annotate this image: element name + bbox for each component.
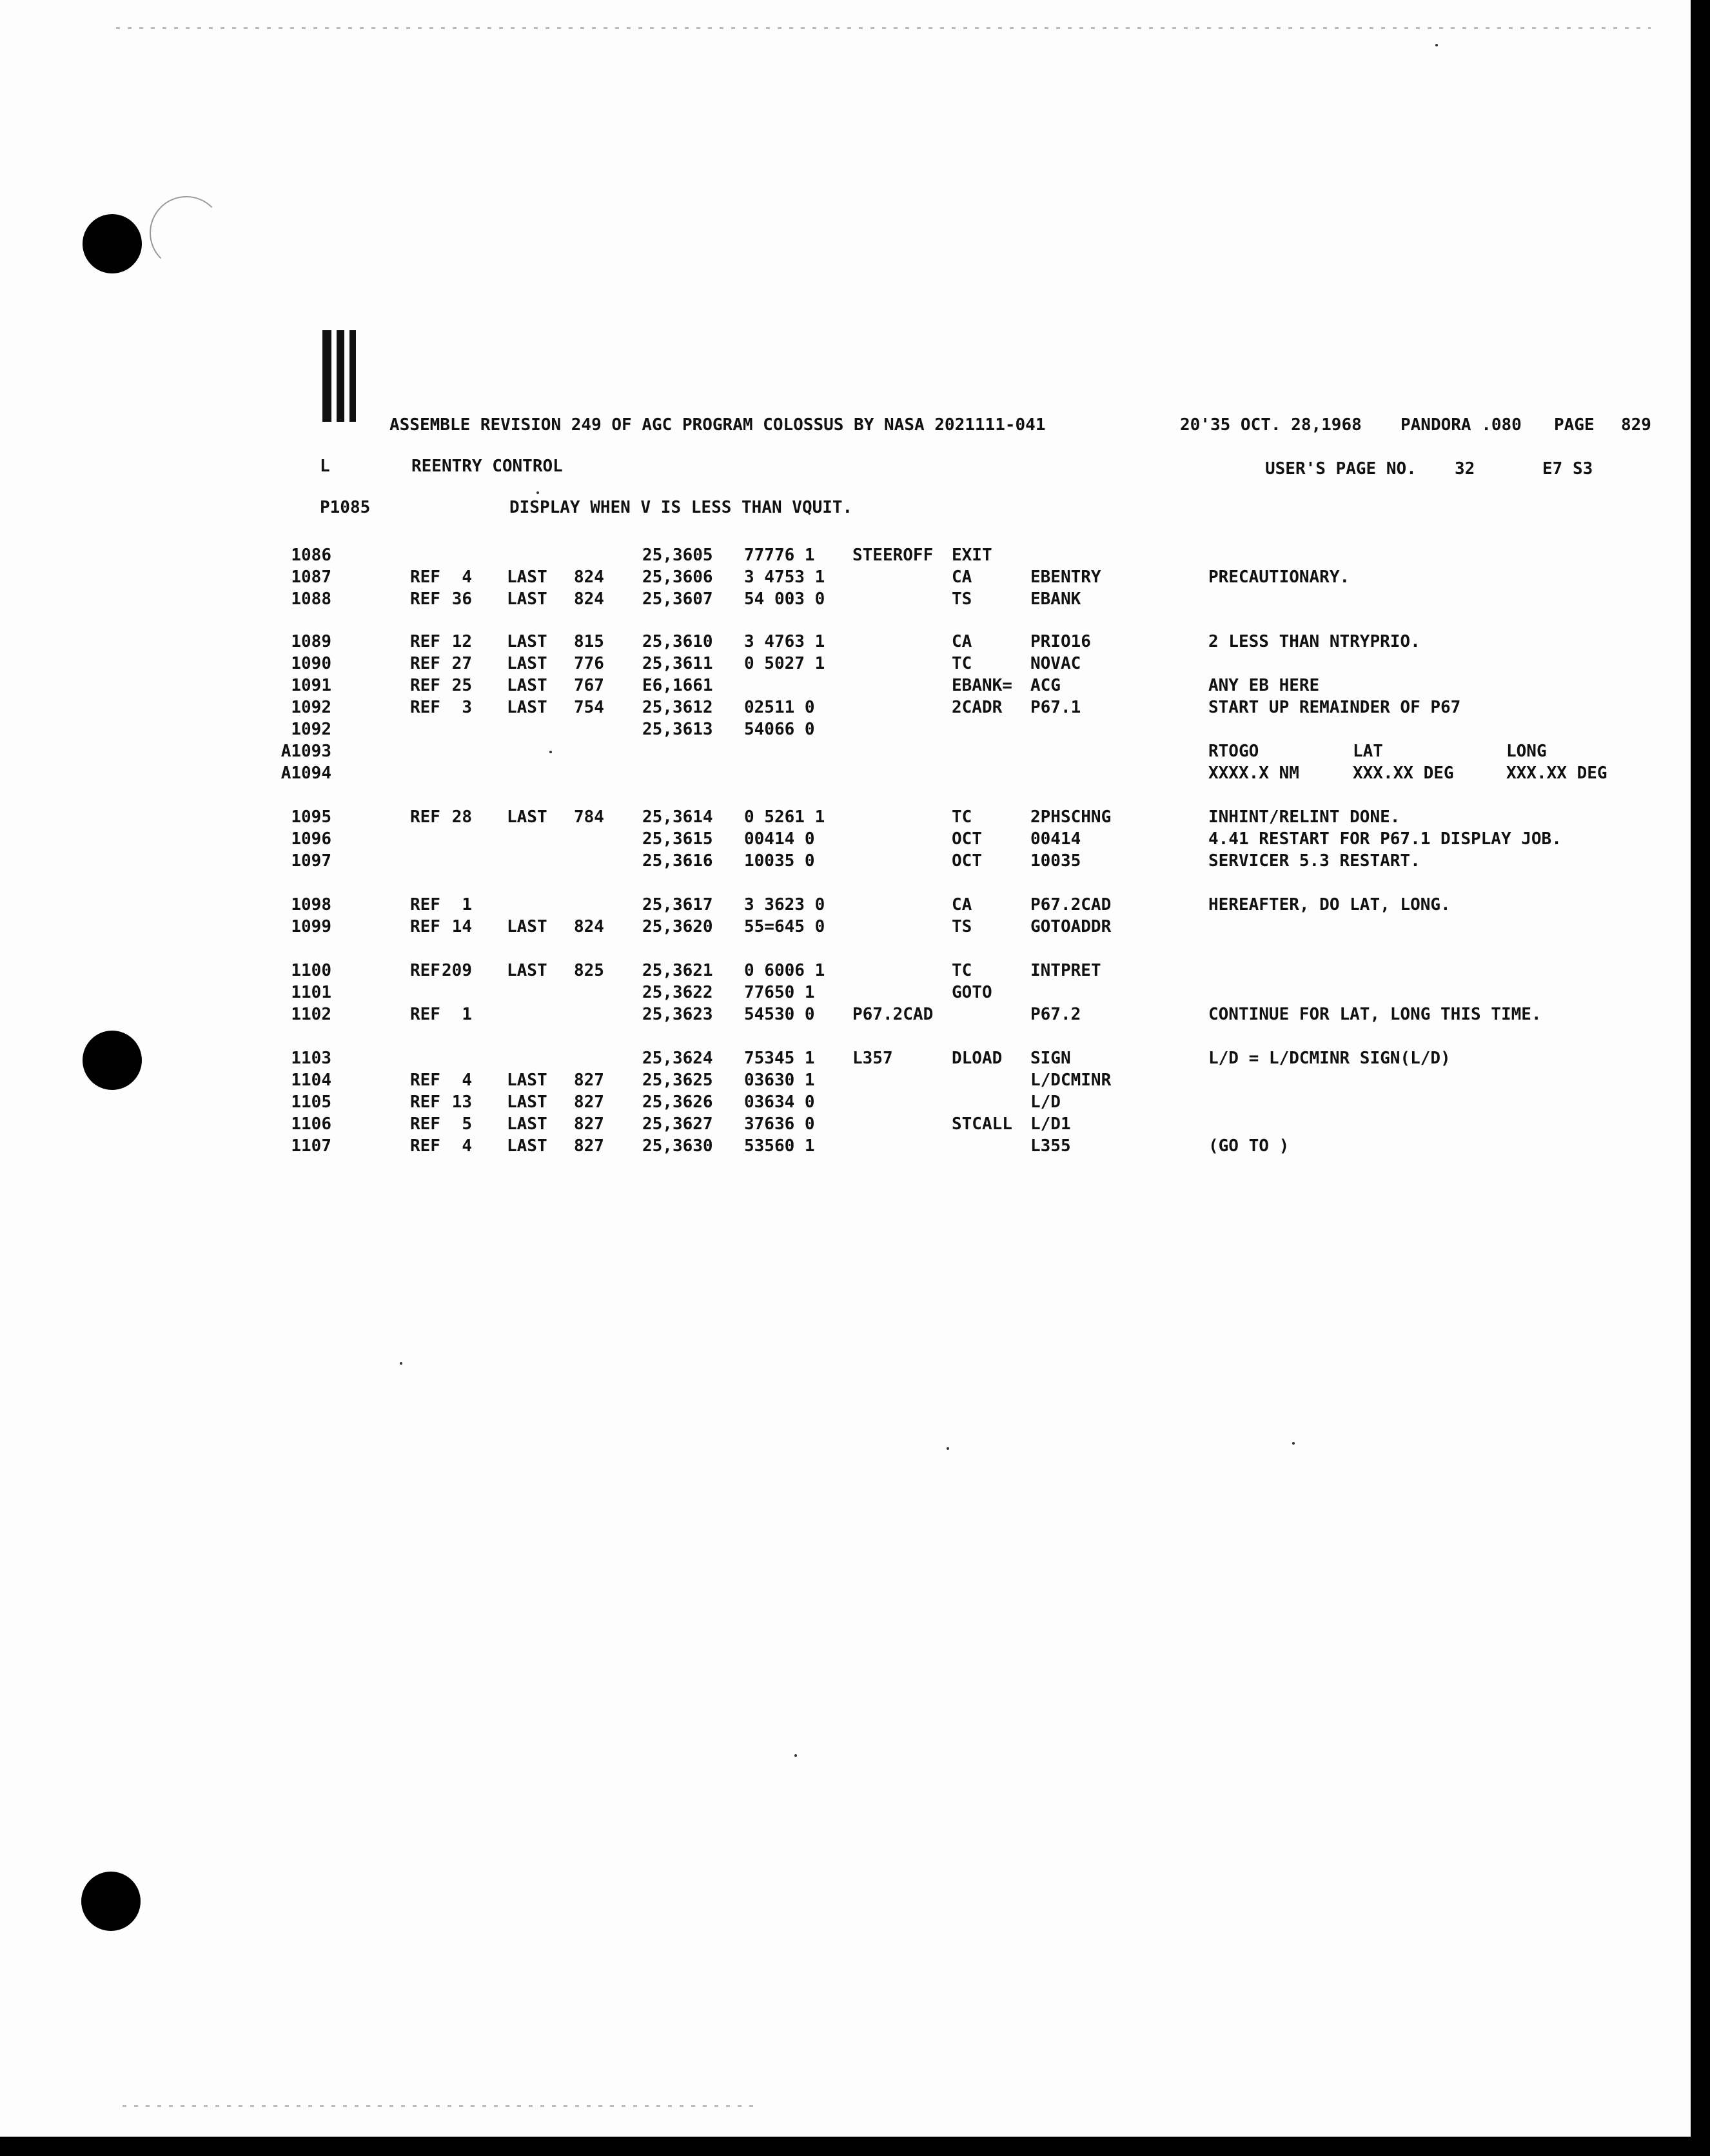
speck bbox=[947, 1447, 949, 1450]
ref-count: 14 bbox=[451, 917, 472, 936]
operand: 10035 bbox=[1030, 851, 1081, 871]
header-page-label: PAGE bbox=[1554, 415, 1595, 435]
octal-code: 77650 1 bbox=[744, 983, 815, 1002]
line-number: 1091 bbox=[291, 676, 331, 695]
address: 25,3627 bbox=[642, 1114, 713, 1134]
octal-code: 02511 0 bbox=[744, 698, 815, 717]
octal-code: 53560 1 bbox=[744, 1136, 815, 1156]
last-number: 767 bbox=[574, 676, 604, 695]
last-label: LAST bbox=[507, 1114, 547, 1134]
ref-count: 5 bbox=[462, 1114, 472, 1134]
last-number: 776 bbox=[574, 654, 604, 673]
line-number: 1097 bbox=[291, 851, 331, 871]
octal-code: 3 4753 1 bbox=[744, 568, 825, 587]
line-number: 1092 bbox=[291, 698, 331, 717]
users-page-label: USER'S PAGE NO. bbox=[1265, 459, 1417, 479]
ref-count: 12 bbox=[451, 632, 472, 651]
operand: SIGN bbox=[1030, 1049, 1071, 1068]
operand: 2PHSCHNG bbox=[1030, 807, 1112, 827]
symbol-label: L357 bbox=[852, 1049, 893, 1068]
punch-hole-top bbox=[83, 214, 142, 273]
p-line-text: DISPLAY WHEN V IS LESS THAN VQUIT. bbox=[509, 498, 853, 517]
line-number: 1090 bbox=[291, 654, 331, 673]
line-number: 1096 bbox=[291, 829, 331, 849]
line-number: 1098 bbox=[291, 895, 331, 915]
last-number: 827 bbox=[574, 1093, 604, 1112]
address: 25,3606 bbox=[642, 568, 713, 587]
opcode: TS bbox=[952, 917, 972, 936]
ref-label: REF bbox=[410, 917, 440, 936]
comment-col2: LAT bbox=[1353, 742, 1383, 761]
line-number: 1088 bbox=[291, 589, 331, 609]
address: 25,3617 bbox=[642, 895, 713, 915]
symbol-label: STEEROFF bbox=[852, 546, 934, 565]
top-edge-noise bbox=[116, 27, 1651, 29]
opcode: EBANK= bbox=[952, 676, 1012, 695]
ref-count: 4 bbox=[462, 1071, 472, 1090]
opcode: OCT bbox=[952, 851, 982, 871]
speck bbox=[794, 1754, 797, 1757]
comment: CONTINUE FOR LAT, LONG THIS TIME. bbox=[1208, 1005, 1542, 1024]
octal-code: 10035 0 bbox=[744, 851, 815, 871]
octal-code: 03630 1 bbox=[744, 1071, 815, 1090]
address: 25,3613 bbox=[642, 720, 713, 739]
ref-count: 1 bbox=[462, 1005, 472, 1024]
last-number: 827 bbox=[574, 1114, 604, 1134]
ref-count: 4 bbox=[462, 1136, 472, 1156]
opcode: TS bbox=[952, 589, 972, 609]
comment: 2 LESS THAN NTRYPRIO. bbox=[1208, 632, 1420, 651]
last-label: LAST bbox=[507, 654, 547, 673]
octal-code: 54530 0 bbox=[744, 1005, 815, 1024]
ref-label: REF bbox=[410, 961, 440, 980]
line-number: 1089 bbox=[291, 632, 331, 651]
line-number: 1101 bbox=[291, 983, 331, 1002]
ref-label: REF bbox=[410, 589, 440, 609]
comment: L/D = L/DCMINR SIGN(L/D) bbox=[1208, 1049, 1451, 1068]
last-number: 824 bbox=[574, 917, 604, 936]
address: 25,3621 bbox=[642, 961, 713, 980]
operand: GOTOADDR bbox=[1030, 917, 1112, 936]
comment-col2: XXX.XX DEG bbox=[1353, 764, 1454, 783]
operand: L/D bbox=[1030, 1093, 1061, 1112]
ref-label: REF bbox=[410, 1136, 440, 1156]
page-code: E7 S3 bbox=[1542, 459, 1593, 479]
comment: XXXX.X NM bbox=[1208, 764, 1299, 783]
p-line-number: P1085 bbox=[320, 498, 371, 517]
line-number: 1092 bbox=[291, 720, 331, 739]
comment: INHINT/RELINT DONE. bbox=[1208, 807, 1400, 827]
header-title: ASSEMBLE REVISION 249 OF AGC PROGRAM COLOSSUS BY NASA 2021111-041 bbox=[389, 415, 1046, 435]
comment-col3: XXX.XX DEG bbox=[1506, 764, 1607, 783]
line-number: 1099 bbox=[291, 917, 331, 936]
octal-code: 54 003 0 bbox=[744, 589, 825, 609]
operand: NOVAC bbox=[1030, 654, 1081, 673]
operand: 00414 bbox=[1030, 829, 1081, 849]
speck bbox=[400, 1362, 402, 1365]
line-number: 1086 bbox=[291, 546, 331, 565]
address: 25,3630 bbox=[642, 1136, 713, 1156]
opcode: DLOAD bbox=[952, 1049, 1003, 1068]
last-number: 784 bbox=[574, 807, 604, 827]
last-number: 815 bbox=[574, 632, 604, 651]
octal-code: 37636 0 bbox=[744, 1114, 815, 1134]
last-label: LAST bbox=[507, 961, 547, 980]
address: 25,3626 bbox=[642, 1093, 713, 1112]
last-number: 825 bbox=[574, 961, 604, 980]
comment: PRECAUTIONARY. bbox=[1208, 568, 1350, 587]
octal-code: 3 4763 1 bbox=[744, 632, 825, 651]
section-title: REENTRY CONTROL bbox=[411, 457, 563, 476]
ref-label: REF bbox=[410, 632, 440, 651]
opcode: CA bbox=[952, 568, 972, 587]
operand: L/DCMINR bbox=[1030, 1071, 1112, 1090]
ref-count: 4 bbox=[462, 568, 472, 587]
operand: ACG bbox=[1030, 676, 1061, 695]
last-label: LAST bbox=[507, 807, 547, 827]
ref-count: 1 bbox=[462, 895, 472, 915]
ref-count: 36 bbox=[451, 589, 472, 609]
bar-mark bbox=[349, 330, 356, 422]
opcode: GOTO bbox=[952, 983, 992, 1002]
line-number: 1087 bbox=[291, 568, 331, 587]
line-number: 1102 bbox=[291, 1005, 331, 1024]
address: 25,3625 bbox=[642, 1071, 713, 1090]
octal-code: 0 6006 1 bbox=[744, 961, 825, 980]
last-label: LAST bbox=[507, 676, 547, 695]
last-label: LAST bbox=[507, 1093, 547, 1112]
address: 25,3620 bbox=[642, 917, 713, 936]
address: 25,3614 bbox=[642, 807, 713, 827]
ref-count: 27 bbox=[451, 654, 472, 673]
opcode: OCT bbox=[952, 829, 982, 849]
octal-code: 03634 0 bbox=[744, 1093, 815, 1112]
operand: P67.1 bbox=[1030, 698, 1081, 717]
opcode: TC bbox=[952, 654, 972, 673]
address: 25,3607 bbox=[642, 589, 713, 609]
address: 25,3615 bbox=[642, 829, 713, 849]
punch-hole-bottom bbox=[81, 1872, 141, 1931]
speck bbox=[549, 751, 552, 753]
ref-label: REF bbox=[410, 1071, 440, 1090]
ref-label: REF bbox=[410, 895, 440, 915]
octal-code: 3 3623 0 bbox=[744, 895, 825, 915]
ref-label: REF bbox=[410, 1114, 440, 1134]
comment: SERVICER 5.3 RESTART. bbox=[1208, 851, 1420, 871]
operand: INTPRET bbox=[1030, 961, 1101, 980]
address: 25,3616 bbox=[642, 851, 713, 871]
ref-label: REF bbox=[410, 568, 440, 587]
ref-count: 25 bbox=[451, 676, 472, 695]
last-label: LAST bbox=[507, 568, 547, 587]
users-page-number: 32 bbox=[1455, 459, 1475, 479]
ref-label: REF bbox=[410, 698, 440, 717]
comment: RTOGO bbox=[1208, 742, 1259, 761]
address: 25,3612 bbox=[642, 698, 713, 717]
last-number: 827 bbox=[574, 1071, 604, 1090]
last-number: 824 bbox=[574, 568, 604, 587]
operand: EBANK bbox=[1030, 589, 1081, 609]
comment: START UP REMAINDER OF P67 bbox=[1208, 698, 1461, 717]
header-pandora: PANDORA .080 bbox=[1400, 415, 1522, 435]
header-page-number: 829 bbox=[1621, 415, 1651, 435]
symbol-label: P67.2CAD bbox=[852, 1005, 934, 1024]
octal-code: 0 5261 1 bbox=[744, 807, 825, 827]
address: 25,3622 bbox=[642, 983, 713, 1002]
octal-code: 55=645 0 bbox=[744, 917, 825, 936]
speck bbox=[536, 491, 539, 494]
ref-label: REF bbox=[410, 676, 440, 695]
octal-code: 00414 0 bbox=[744, 829, 815, 849]
ref-label: REF bbox=[410, 807, 440, 827]
punch-ring-top bbox=[150, 196, 223, 270]
octal-code: 0 5027 1 bbox=[744, 654, 825, 673]
last-label: LAST bbox=[507, 698, 547, 717]
last-label: LAST bbox=[507, 589, 547, 609]
ref-count: 3 bbox=[462, 698, 472, 717]
operand: P67.2 bbox=[1030, 1005, 1081, 1024]
ref-count: 28 bbox=[451, 807, 472, 827]
opcode: 2CADR bbox=[952, 698, 1003, 717]
bar-mark bbox=[322, 330, 331, 422]
speck bbox=[1292, 1442, 1295, 1445]
opcode: TC bbox=[952, 807, 972, 827]
line-number: 1103 bbox=[291, 1049, 331, 1068]
line-number: A1093 bbox=[280, 742, 331, 761]
octal-code: 77776 1 bbox=[744, 546, 815, 565]
last-label: LAST bbox=[507, 1136, 547, 1156]
ref-label: REF bbox=[410, 1093, 440, 1112]
bottom-edge-noise bbox=[123, 2105, 754, 2107]
opcode: CA bbox=[952, 895, 972, 915]
last-label: LAST bbox=[507, 917, 547, 936]
ref-count: 209 bbox=[442, 961, 472, 980]
address: 25,3610 bbox=[642, 632, 713, 651]
last-number: 824 bbox=[574, 589, 604, 609]
operand: EBENTRY bbox=[1030, 568, 1101, 587]
opcode: CA bbox=[952, 632, 972, 651]
comment: (GO TO ) bbox=[1208, 1136, 1290, 1156]
type-code: L bbox=[320, 457, 330, 476]
line-number: 1107 bbox=[291, 1136, 331, 1156]
ref-count: 13 bbox=[451, 1093, 472, 1112]
ref-label: REF bbox=[410, 1005, 440, 1024]
last-label: LAST bbox=[507, 632, 547, 651]
comment: ANY EB HERE bbox=[1208, 676, 1320, 695]
punch-hole-middle bbox=[83, 1031, 142, 1090]
opcode: STCALL bbox=[952, 1114, 1012, 1134]
opcode: TC bbox=[952, 961, 972, 980]
line-number: 1100 bbox=[291, 961, 331, 980]
octal-code: 75345 1 bbox=[744, 1049, 815, 1068]
address: E6,1661 bbox=[642, 676, 713, 695]
speck bbox=[1435, 44, 1438, 46]
octal-code: 54066 0 bbox=[744, 720, 815, 739]
address: 25,3623 bbox=[642, 1005, 713, 1024]
bar-mark bbox=[337, 330, 344, 422]
comment: HEREAFTER, DO LAT, LONG. bbox=[1208, 895, 1451, 915]
address: 25,3624 bbox=[642, 1049, 713, 1068]
address: 25,3611 bbox=[642, 654, 713, 673]
operand: P67.2CAD bbox=[1030, 895, 1112, 915]
operand: L355 bbox=[1030, 1136, 1071, 1156]
comment-col3: LONG bbox=[1506, 742, 1547, 761]
last-number: 754 bbox=[574, 698, 604, 717]
line-number: 1106 bbox=[291, 1114, 331, 1134]
address: 25,3605 bbox=[642, 546, 713, 565]
last-label: LAST bbox=[507, 1071, 547, 1090]
operand: L/D1 bbox=[1030, 1114, 1071, 1134]
header-timestamp: 20'35 OCT. 28,1968 bbox=[1180, 415, 1362, 435]
line-number: 1105 bbox=[291, 1093, 331, 1112]
opcode: EXIT bbox=[952, 546, 992, 565]
line-number: 1095 bbox=[291, 807, 331, 827]
last-number: 827 bbox=[574, 1136, 604, 1156]
comment: 4.41 RESTART FOR P67.1 DISPLAY JOB. bbox=[1208, 829, 1562, 849]
ref-label: REF bbox=[410, 654, 440, 673]
line-number: A1094 bbox=[280, 764, 331, 783]
operand: PRIO16 bbox=[1030, 632, 1091, 651]
line-number: 1104 bbox=[291, 1071, 331, 1090]
